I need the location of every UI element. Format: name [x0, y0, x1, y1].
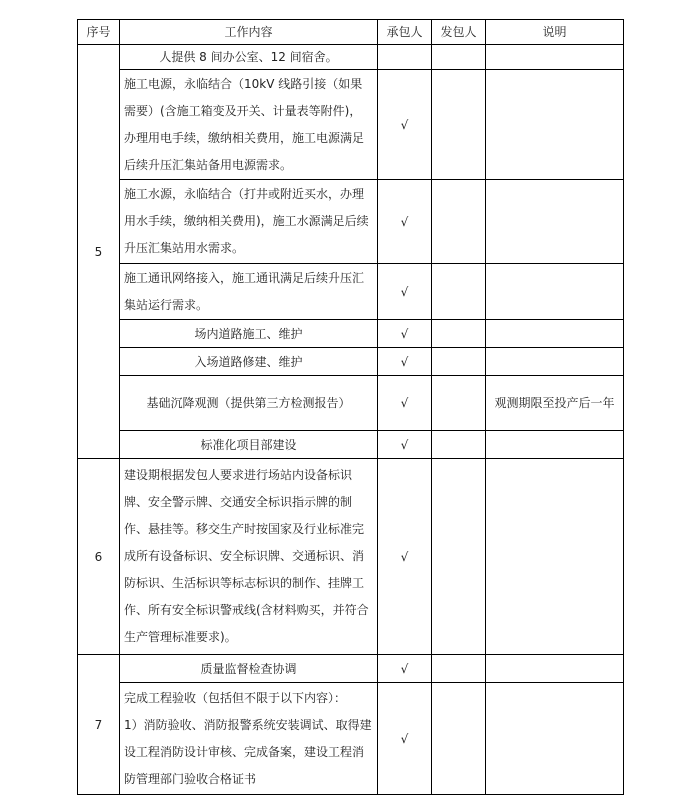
row-employer	[432, 683, 486, 795]
row-employer	[432, 376, 486, 431]
header-no: 序号	[78, 20, 120, 45]
row-note	[486, 45, 624, 70]
row-note	[486, 431, 624, 459]
table-row	[78, 348, 624, 376]
row-note	[486, 264, 624, 320]
work-division-table	[77, 19, 624, 795]
table-row	[78, 264, 624, 320]
row-content: 质量监督检查协调	[120, 655, 378, 683]
row-employer	[432, 320, 486, 348]
header-note: 说明	[486, 20, 624, 45]
row-note	[486, 655, 624, 683]
row-contractor: √	[378, 70, 432, 180]
row-note	[486, 459, 624, 655]
row-contractor: √	[378, 431, 432, 459]
row-content-cell	[120, 683, 378, 795]
table-row	[78, 459, 624, 655]
header-content: 工作内容	[120, 20, 378, 45]
table-row	[78, 70, 624, 180]
row-content: 建设期根据发包人要求进行场站内设备标识牌、安全警示牌、交通安全标识指示牌的制作、悬挂等。移交生产时按国家及行业标准完成所有设备标识、安全标识牌、交通标识、消防标识、生活标识等标志标识的制作、挂牌工作、所有安全标识警戒线(含材料购买，并符合生产管理标准要求)。	[120, 459, 378, 655]
row-contractor: √	[378, 264, 432, 320]
row-contractor: √	[378, 320, 432, 348]
table-row	[78, 376, 624, 431]
row-contractor: √	[378, 348, 432, 376]
row-contractor: √	[378, 655, 432, 683]
table-row	[78, 655, 624, 683]
row-content: 入场道路修建、维护	[120, 348, 378, 376]
row-employer	[432, 431, 486, 459]
row-note	[486, 320, 624, 348]
row-number: 6	[78, 459, 120, 655]
row-content: 施工水源，永临结合（打井或附近买水，办理用水手续，缴纳相关费用)，施工水源满足后续升压汇集站用水需求。	[120, 180, 378, 264]
header-contractor: 承包人	[378, 20, 432, 45]
row-note	[486, 348, 624, 376]
row-contractor: √	[378, 180, 432, 264]
row-content: 人提供 8 间办公室、12 间宿舍。	[120, 45, 378, 70]
row-contractor: √	[378, 376, 432, 431]
row-employer	[432, 264, 486, 320]
row-content: 施工通讯网络接入，施工通讯满足后续升压汇集站运行需求。	[120, 264, 378, 320]
row-employer	[432, 180, 486, 264]
row-content: 基础沉降观测（提供第三方检测报告）	[120, 376, 378, 431]
row-contractor	[378, 45, 432, 70]
row-note	[486, 683, 624, 795]
row-employer	[432, 459, 486, 655]
table-row	[78, 180, 624, 264]
row-employer	[432, 655, 486, 683]
row-number: 5	[78, 45, 120, 459]
row-content-item: 1）消防验收、消防报警系统安装调试、取得建设工程消防设计审核、完成备案，建设工程消防管理部门验收合格证书	[124, 717, 372, 786]
table-row	[78, 431, 624, 459]
table-header-row	[78, 20, 624, 45]
table-row	[78, 320, 624, 348]
row-content: 标准化项目部建设	[120, 431, 378, 459]
row-employer	[432, 348, 486, 376]
row-note: 观测期限至投产后一年	[486, 376, 624, 431]
row-employer	[432, 70, 486, 180]
row-contractor: √	[378, 683, 432, 795]
row-number: 7	[78, 655, 120, 795]
table-row	[78, 683, 624, 795]
row-employer	[432, 45, 486, 70]
row-contractor: √	[378, 459, 432, 655]
row-note	[486, 70, 624, 180]
row-content: 施工电源，永临结合（10kV 线路引接（如果需要）(含施工箱变及开关、计量表等附件)，办理用电手续，缴纳相关费用，施工电源满足后续升压汇集站备用电源需求。	[120, 70, 378, 180]
row-content: 场内道路施工、维护	[120, 320, 378, 348]
row-note	[486, 180, 624, 264]
table-row	[78, 45, 624, 70]
header-employer: 发包人	[432, 20, 486, 45]
row-content: 完成工程验收（包括但不限于以下内容）：	[124, 690, 347, 705]
